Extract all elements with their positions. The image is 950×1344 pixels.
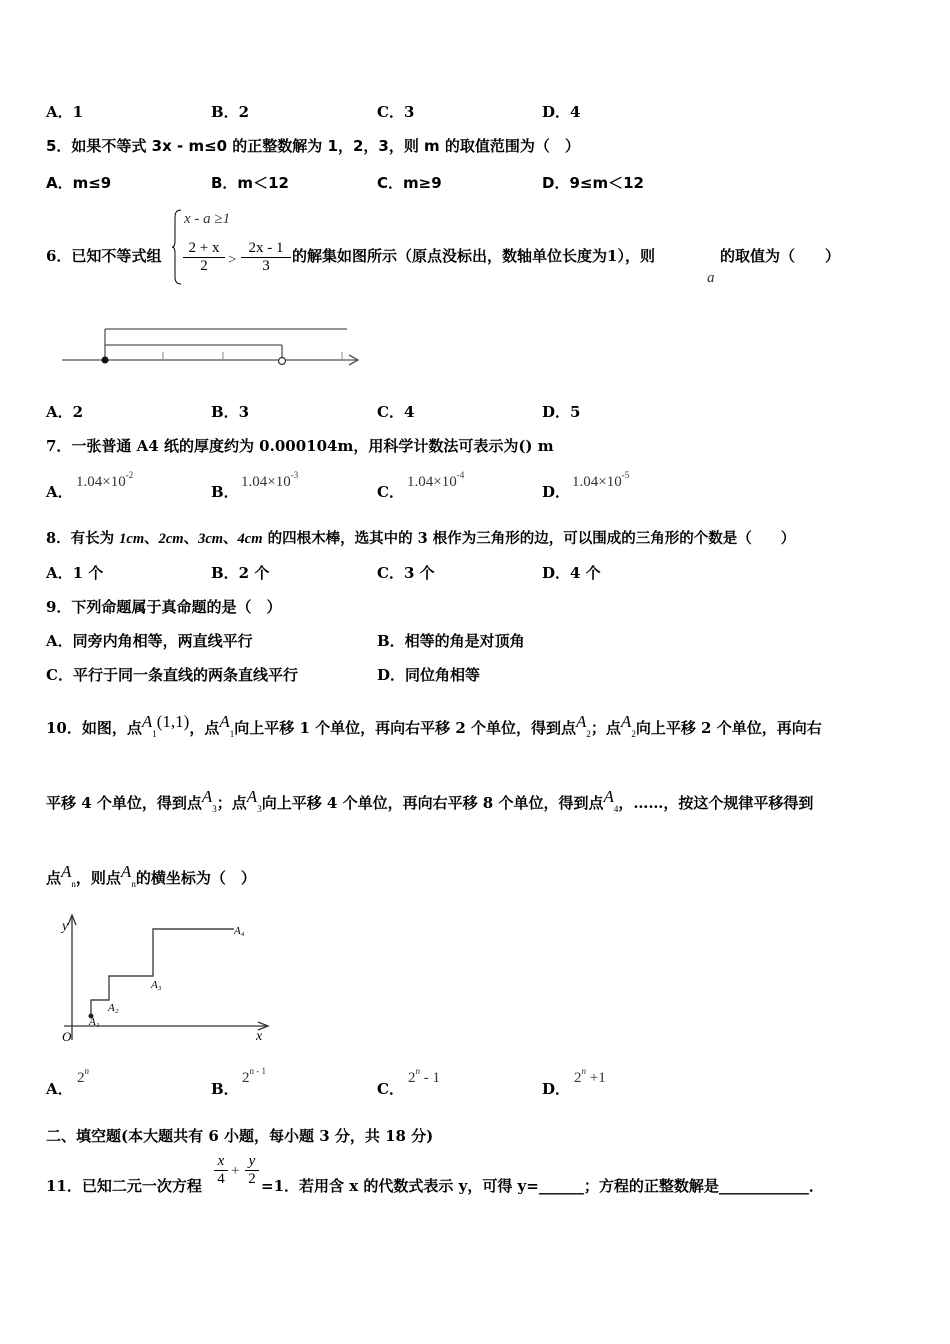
q7-option-b-math [241,470,298,491]
q8-len-4: 4cm [237,531,263,547]
q10-An-letter-2: A [120,862,132,881]
q8-sep-3: 、 [223,530,238,547]
q8-option-a: A．1 个 [46,564,104,582]
fig-a4-label: A₄ [234,925,245,937]
q7-stem: 7．一张普通 A4 纸的厚度约为 0.000104m，用科学计数法可表示为() m [46,437,554,455]
q7-option-c-math [407,470,464,491]
q6-frac2-den: 3 [262,258,270,274]
fig-a2-label: A₂ [108,1002,119,1014]
q7-option-d-label: D． [542,483,571,501]
q8-option-b: B．2 个 [211,564,270,582]
q6-option-a: A．2 [46,403,84,421]
q10-An-sub-2: n [131,879,136,889]
q6-frac1-num: 2 + x [183,240,225,258]
fig-a1-label: A₁ [89,1016,100,1028]
q10-option-d-math [574,1066,606,1087]
staircase-figure [58,912,278,1047]
q10-option-d-label: D． [542,1080,571,1098]
q10-c-exp: n [415,1066,420,1076]
q10-l1c: 向上平移 1 个单位，再向右平移 2 个单位，得到点 [234,719,577,737]
q10-d-exp: n [581,1066,586,1076]
q11-fraction-y [245,1153,259,1188]
q7-b-exp: -3 [290,470,299,480]
q10-A4-letter: A [603,787,614,806]
q10-A1-sub-2: 1 [229,729,235,739]
q9-option-d: D．同位角相等 [377,666,481,684]
q11-fx-num: x [214,1153,228,1171]
q5-option-b: B．m＜12 [211,174,289,192]
q5-option-d: D．9≤m＜12 [542,174,644,192]
q10-A1-letter-2: A [219,712,230,731]
q10-A2-sub-2: 2 [631,729,636,739]
q7-b-base: 1.04×10 [241,474,291,490]
q7-d-exp: -5 [621,470,630,480]
q6-suffix: 的解集如图所示（原点没标出，数轴单位长度为1），则 [292,247,655,265]
q6-frac1-den: 2 [200,258,208,274]
q11-plus: + [231,1163,240,1179]
q9-stem: 9．下列命题属于真命题的是（ ） [46,598,282,616]
q10-option-a-label: A． [46,1080,73,1098]
q10-option-a-math [77,1066,89,1087]
q7-c-base: 1.04×10 [407,474,457,490]
q7-d-base: 1.04×10 [572,474,622,490]
q11-fy-num: y [245,1153,259,1171]
q10-A3-letter-2: A [246,787,258,806]
q6-frac2-num: 2x - 1 [241,240,291,258]
q10-A3-sub-2: 3 [257,804,262,814]
q10-A3-sub: 3 [212,804,217,814]
fig-y-label: y [62,919,69,934]
fig-origin-label: O [62,1029,72,1044]
q7-c-exp: -4 [456,470,465,480]
q10-option-b-label: B． [211,1080,239,1098]
q6-option-b: B．3 [211,403,250,421]
q4-option-d: D．4 [542,103,581,121]
q7-a-base: 1.04×10 [76,474,126,490]
q10-An-letter: A [61,862,72,881]
q10-l2d: ，……，按这个规律平移得到 [618,794,814,812]
q10-A1-coord: (1,1) [156,712,190,731]
q10-c-tail: - 1 [420,1070,440,1086]
q10-A3-letter: A [201,787,213,806]
q8-len-2: 2cm [158,531,184,547]
q10-An-sub: n [71,879,76,889]
q11-fy-den: 2 [248,1171,256,1187]
q6-fraction-2 [241,240,291,275]
q10-A1-sub: 1 [152,729,157,739]
q10-A2-sub: 2 [586,729,591,739]
fig-x-label: x [256,1029,263,1044]
number-line-figure [60,322,370,372]
q10-l1d: ；点 [590,719,621,737]
q10-option-c-math [408,1066,440,1087]
q11-prefix: 11．已知二元一次方程 [46,1177,202,1195]
q6-option-c: C．4 [377,403,415,421]
q6-option-d: D．5 [542,403,581,421]
q10-option-c-label: C． [377,1080,404,1098]
q8-stem [46,529,795,549]
q10-l1b: ，点 [189,719,220,737]
q10-d-base: 2 [574,1070,582,1086]
q10-l2a: 平移 4 个单位，得到点 [46,794,202,812]
q8-len-1: 1cm [119,531,145,547]
q11-suffix: =1．若用含 x 的代数式表示 y，可得 y=______；方程的正整数解是____________． [261,1177,824,1195]
q10-l3c: 的横坐标为（ ） [135,869,256,887]
q9-option-c: C．平行于同一条直线的两条直线平行 [46,666,298,684]
q4-option-c: C．3 [377,103,415,121]
q7-option-a-math [76,470,133,491]
q6-prefix: 6．已知不等式组 [46,247,162,265]
q6-var-a: a [707,270,715,286]
q8-option-c: C．3 个 [377,564,435,582]
q4-option-a: A．1 [46,103,84,121]
q10-line-3 [46,862,256,894]
q10-l3b: ，则点 [75,869,121,887]
q11-fx-den: 4 [217,1171,225,1187]
q8-sep-1: 、 [144,530,159,547]
q6-fraction-1 [183,240,225,275]
q6-suffix2: 的取值为（ ） [720,247,841,265]
q6-inequality-1: x - a ≥1 [184,211,231,227]
q5-stem: 5．如果不等式 3x - m≤0 的正整数解为 1，2，3，则 m 的取值范围为（ ） [46,137,580,155]
q9-option-b: B．相等的角是对顶角 [377,632,525,650]
q10-b-base: 2 [242,1070,250,1086]
q8-p1: 8．有长为 [46,530,120,547]
q10-A2-letter: A [576,712,587,731]
q10-b-exp: n - 1 [249,1066,266,1076]
q10-l1e: 向上平移 2 个单位，再向右 [635,719,822,737]
q10-l1a: 10．如图，点 [46,719,142,737]
q10-a-exp: n [84,1066,89,1076]
q8-sep-2: 、 [183,530,199,547]
q10-d-tail: +1 [586,1070,606,1086]
q10-line-1 [46,712,822,744]
q10-l3a: 点 [46,869,62,887]
q8-len-3: 3cm [198,531,224,547]
q7-option-a-label: A． [46,483,73,501]
q10-a-base: 2 [77,1070,85,1086]
q7-option-c-label: C． [377,483,404,501]
brace-icon [172,209,182,285]
q5-option-a: A．m≤9 [46,174,112,192]
q6-gt: > [228,252,237,268]
q10-A2-letter-2: A [620,712,632,731]
q10-A1-letter: A [141,712,153,731]
q7-a-exp: -2 [125,470,134,480]
q8-p2: 的四根木棒，选其中的 3 根作为三角形的边，可以围成的三角形的个数是（ ） [262,530,796,547]
q5-option-c: C．m≥9 [377,174,442,192]
q10-option-b-math [242,1066,266,1087]
q7-option-b-label: B． [211,483,239,501]
q7-option-d-math [572,470,629,491]
fig-a3-label: A₃ [151,979,162,991]
q11-fraction-x [214,1153,228,1188]
q10-A4-sub: 4 [613,804,619,814]
q10-l2c: 向上平移 4 个单位，再向右平移 8 个单位，得到点 [261,794,604,812]
q10-c-base: 2 [408,1070,416,1086]
q8-option-d: D．4 个 [542,564,601,582]
q4-option-b: B．2 [211,103,250,121]
section-2-heading: 二、填空题(本大题共有 6 小题，每小题 3 分，共 18 分) [46,1127,434,1145]
q10-line-2 [46,787,813,819]
q10-l2b: ；点 [216,794,247,812]
q9-option-a: A．同旁内角相等，两直线平行 [46,632,253,650]
